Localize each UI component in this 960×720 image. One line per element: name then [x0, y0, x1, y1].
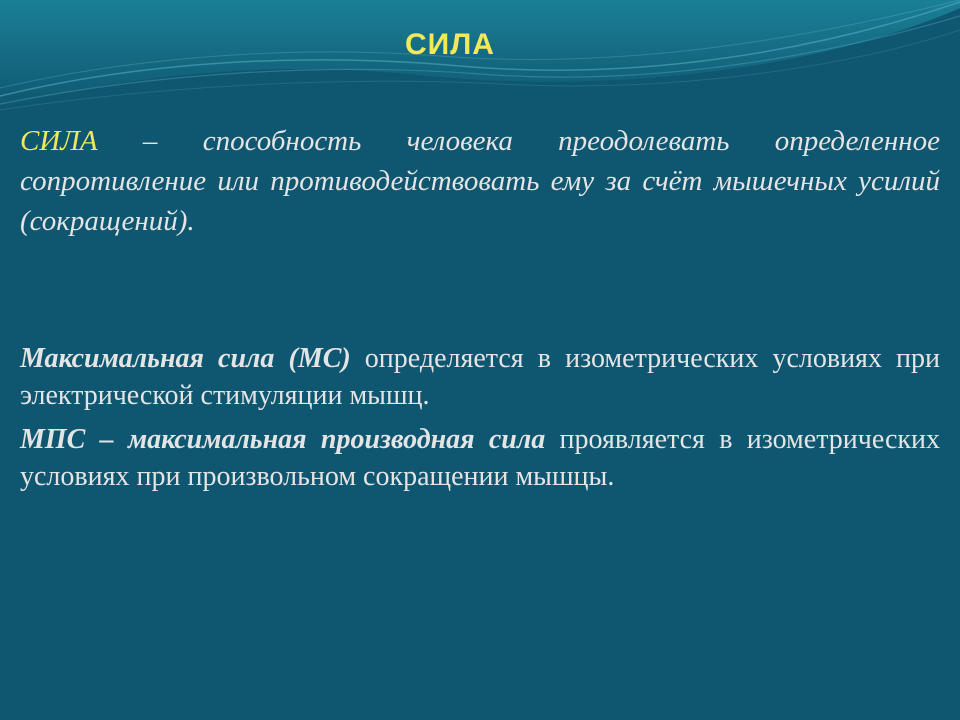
definition-text: – способность человека преодолевать определенное сопротивление или противодействовать ему за счёт мышечных усилий (сокращений).	[20, 125, 940, 237]
term-mps: МПС – максимальная производная сила	[20, 424, 546, 455]
paragraph-mps	[20, 421, 940, 495]
slide-content	[20, 121, 940, 495]
header-wave-decoration	[0, 0, 960, 130]
max-strength-text: определяется в изометрических условиях при электрической стимуляции мышц.	[20, 343, 940, 411]
paragraph-max-strength	[20, 340, 940, 414]
slide-title: СИЛА	[405, 28, 495, 61]
mps-text: проявляется в изометрических условиях при произвольном сокращении мышцы.	[20, 424, 940, 492]
term-strength: СИЛА	[20, 125, 98, 157]
paragraph-definition	[20, 121, 940, 241]
term-max-strength: Максимальная сила (МС)	[20, 343, 351, 374]
